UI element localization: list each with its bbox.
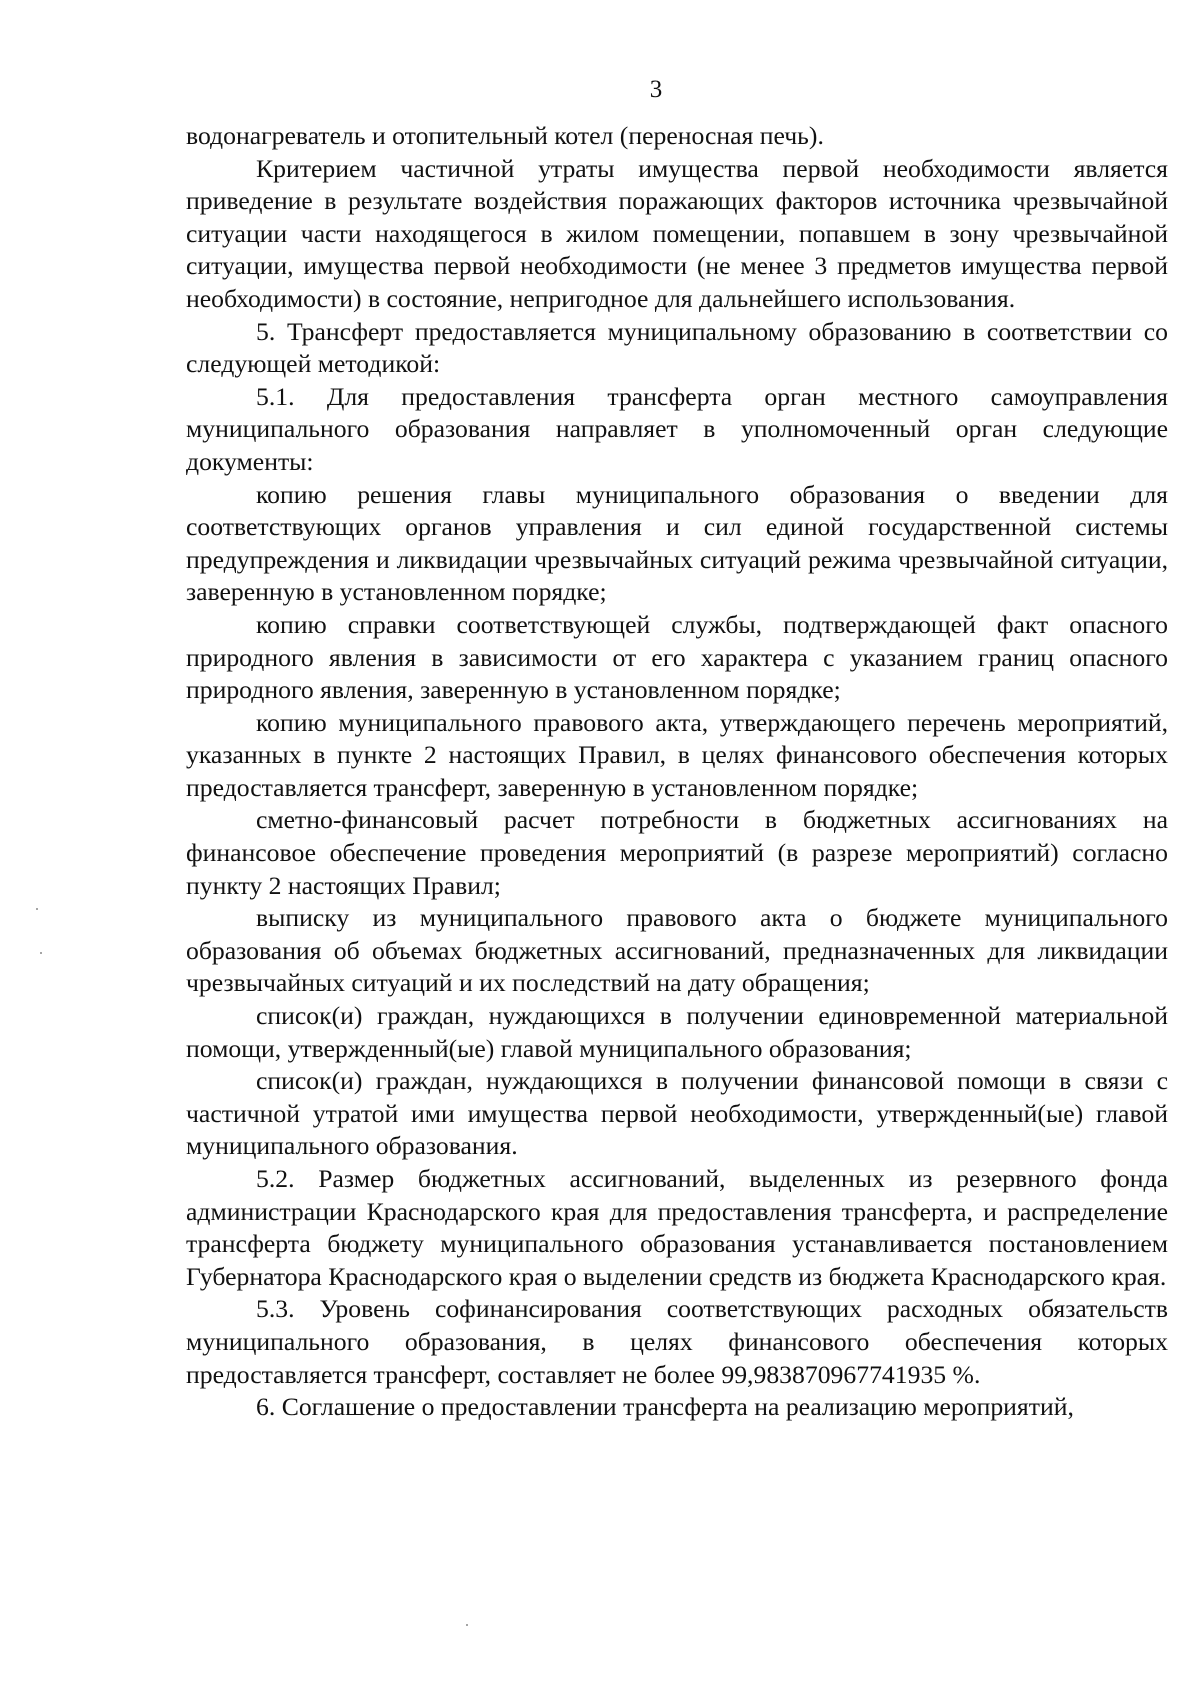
paragraph-item-6: 6. Соглашение о предоставлении трансферта на реализацию мероприятий,	[256, 1392, 1074, 1422]
scan-speck	[36, 908, 38, 910]
paragraph-doc-budget-extract: выписку из муниципального правового акта о бюджете муниципального образования об объемах бюджетных ассигнований, предназначенных для ликвидации чрезвычайных ситуаций и их последствий на дату обращения;	[186, 903, 1168, 998]
paragraph-item-5-3: 5.3. Уровень софинансирования соответствующих расходных обязательств муниципального образования, в целях финансового обеспечения которых предоставляется трансферт, составляет не более 99,983870967741935 %.	[186, 1294, 1168, 1389]
scan-speck	[466, 1624, 468, 1626]
paragraph-doc-financial-aid-list: список(и) граждан, нуждающихся в получении финансовой помощи в связи с частичной утратой ими имущества первой необходимости, утвержденный(ые) главой муниципального образования.	[186, 1066, 1168, 1161]
paragraph-item-5-1: 5.1. Для предоставления трансферта орган местного самоуправления муниципального образования направляет в уполномоченный орган следующие документы:	[186, 381, 1168, 476]
paragraph-item-5: 5. Трансферт предоставляется муниципальному образованию в соответствии со следующей методикой:	[186, 316, 1168, 379]
paragraph-continuation: водонагреватель и отопительный котел (переносная печь).	[186, 121, 824, 150]
scan-speck	[40, 952, 42, 954]
paragraph-doc-legal-act-copy: копию муниципального правового акта, утверждающего перечень мероприятий, указанных в пункте 2 настоящих Правил, в целях финансового обеспечения которых предоставляется трансферт, заверенную в установленном порядке;	[186, 707, 1168, 802]
paragraph-doc-estimate: сметно-финансовый расчет потребности в бюджетных ассигнованиях на финансовое обеспечение проведения мероприятий (в разрезе мероприятий) согласно пункту 2 настоящих Правил;	[186, 805, 1168, 900]
paragraph-doc-certificate-copy: копию справки соответствующей службы, подтверждающей факт опасного природного явления в зависимости от его характера с указанием границ опасного природного явления, заверенную в установленном порядке;	[186, 609, 1168, 705]
paragraph-doc-material-aid-list: список(и) граждан, нуждающихся в получении единовременной материальной помощи, утвержденный(ые) главой муниципального образования;	[186, 1001, 1168, 1063]
paragraph-item-5-2: 5.2. Размер бюджетных ассигнований, выделенных из резервного фонда администрации Краснодарского края для предоставления трансферта, и распределение трансферта бюджету муниципального образования устанавливается постановлением Губернатора Краснодарского края о выделении средств из бюджета Краснодарского края.	[186, 1164, 1168, 1291]
paragraph-partial-loss-criterion: Критерием частичной утраты имущества первой необходимости является приведение в результате воздействия поражающих факторов источника чрезвычайной ситуации части находящегося в жилом помещении, попавшем в зону чрезвычайной ситуации, имущества первой необходимости (не менее 3 предметов имущества первой необходимости) в состояние, непригодное для дальнейшего использования.	[186, 153, 1168, 313]
page-number: 3	[649, 76, 663, 103]
paragraph-doc-decision-copy: копию решения главы муниципального образования о введении для соответствующих органов управления и сил единой государственной системы предупреждения и ликвидации чрезвычайных ситуаций режима чрезвычайной ситуации, заверенную в установленном порядке;	[186, 479, 1168, 607]
document-body	[186, 120, 1168, 1424]
